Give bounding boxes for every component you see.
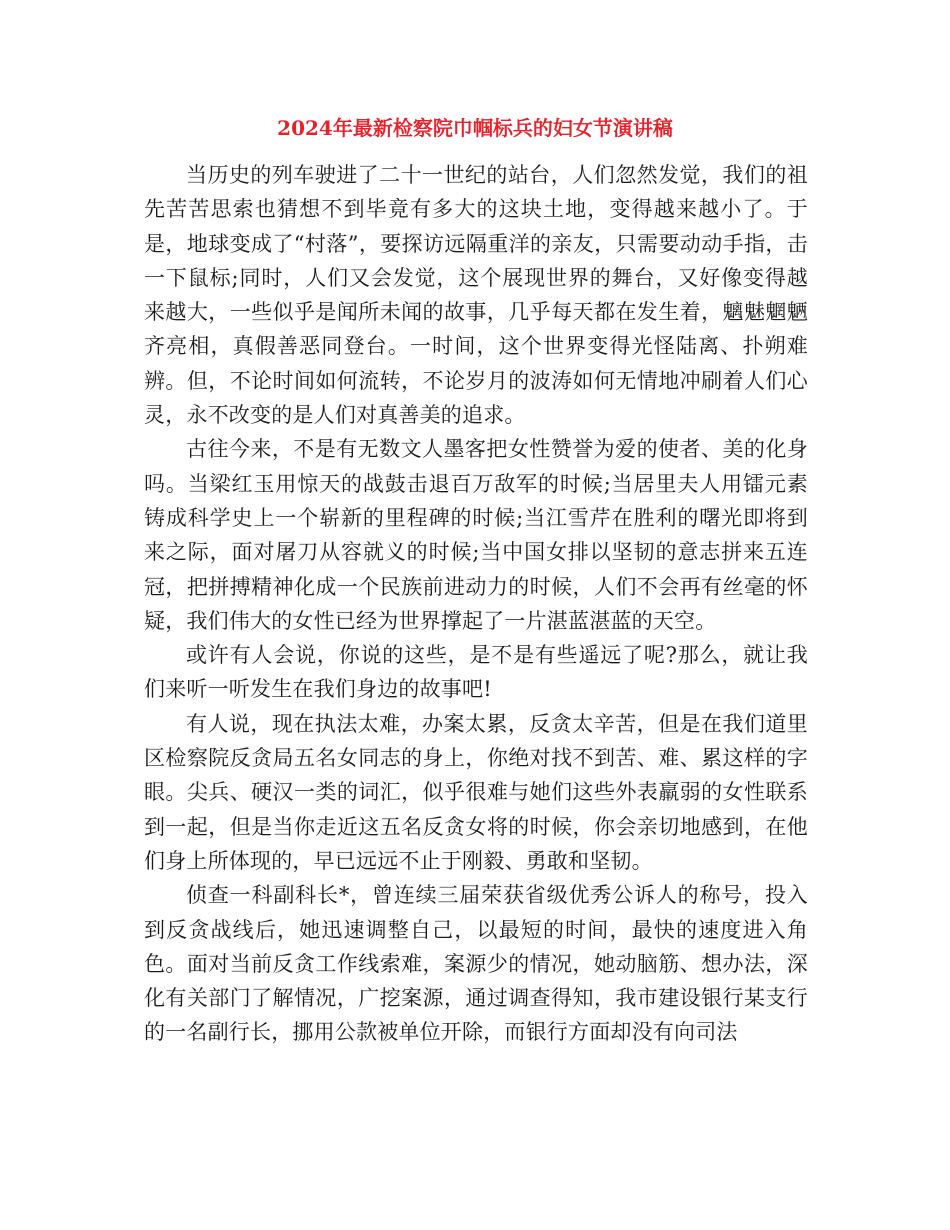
document-title: 2024年最新检察院巾帼标兵的妇女节演讲稿 — [277, 116, 673, 140]
paragraph-2: 古往今来，不是有无数文人墨客把女性赞誉为爱的使者、美的化身吗。当梁红玉用惊天的战鼓击退百万敌军的时候;当居里夫人用镭元素铸成科学史上一个崭新的里程碑的时候;当江雪芹在胜利的曙光即将到来之际，面对屠刀从容就义的时候;当中国女排以坚韧的意志拼来五连冠，把拼搏精神化成一个民族前进动力的时候，人们不会再有丝毫的怀疑，我们伟大的女性已经为世界撑起了一片湛蓝湛蓝的天空。 — [144, 437, 808, 633]
paragraph-3: 或许有人会说，你说的这些，是不是有些遥远了呢?那么，就让我们来听一听发生在我们身边的故事吧! — [144, 643, 808, 702]
paragraph-1: 当历史的列车驶进了二十一世纪的站台，人们忽然发觉，我们的祖先苦苦思索也猜想不到毕竟有多大的这块土地，变得越来越小了。于是，地球变成了“村落”，要探访远隔重洋的亲友，只需要动动手指，击一下鼠标;同时，人们又会发觉，这个展现世界的舞台，又好像变得越来越大，一些似乎是闻所未闻的故事，几乎每天都在发生着，魑魅魍魉齐亮相，真假善恶同登台。一时间，这个世界变得光怪陆离、扑朔难辨。但，不论时间如何流转，不论岁月的波涛如何无情地冲刷着人们心灵，永不改变的是人们对真善美的追求。 — [144, 163, 808, 428]
paragraph-4: 有人说，现在执法太难，办案太累，反贪太辛苦，但是在我们道里区检察院反贪局五名女同志的身上，你绝对找不到苦、难、累这样的字眼。尖兵、硬汉一类的词汇，似乎很难与她们这些外表羸弱的女性联系到一起，但是当你走近这五名反贪女将的时候，你会亲切地感到，在他们身上所体现的，早已远远不止于刚毅、勇敢和坚韧。 — [144, 711, 808, 873]
paragraph-5: 侦查一科副科长*，曾连续三届荣获省级优秀公诉人的称号，投入到反贪战线后，她迅速调整自己，以最短的时间，最快的速度进入角色。面对当前反贪工作线索难，案源少的情况，她动脑筋、想办法，深化有关部门了解情况，广挖案源，通过调查得知，我市建设银行某支行的一名副行长，挪用公款被单位开除，而银行方面却没有向司法 — [144, 883, 808, 1045]
document-body — [144, 158, 808, 1050]
